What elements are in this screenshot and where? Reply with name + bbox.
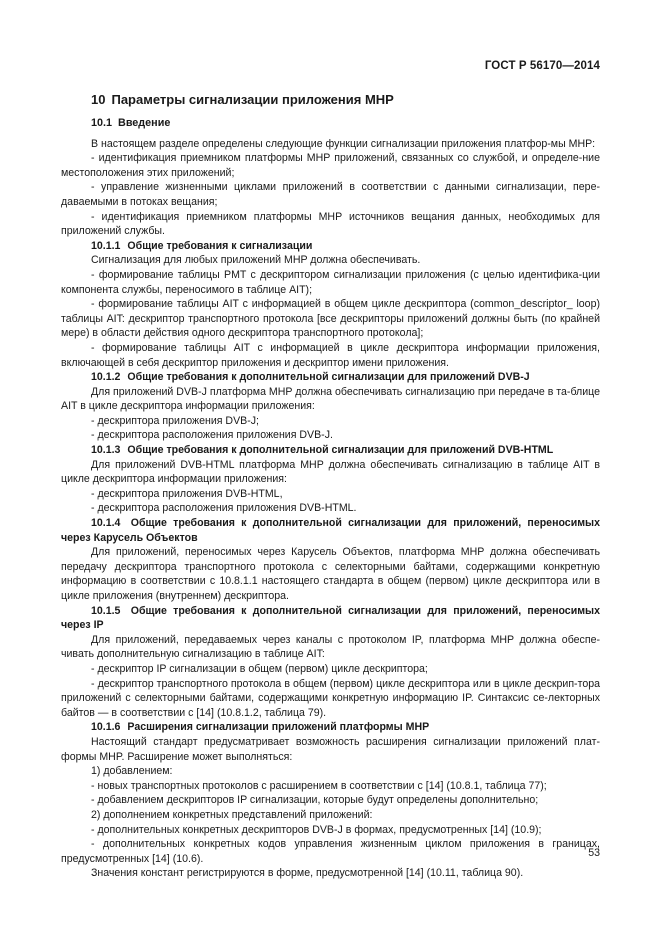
clause-heading-10-1-6 bbox=[61, 720, 600, 735]
list-item: - дескриптора приложения DVB-HTML, bbox=[91, 487, 283, 500]
list-item: - добавлением дескрипторов IP сигнализации, которые будут определены дополнительно; bbox=[91, 794, 539, 807]
list-item: - дескриптора приложения DVB-J; bbox=[91, 414, 259, 427]
clause-heading-10-1-2 bbox=[61, 370, 600, 385]
page-content bbox=[61, 92, 600, 881]
clause-number: 10.1.3 bbox=[91, 444, 121, 457]
paragraph: Для приложений DVB-J платформа MHP должна обеспечивать сигнализацию при передаче в та-блице AIT в цикле дескриптора информации приложения: bbox=[61, 385, 600, 413]
clause-number: 10.1.4 bbox=[91, 517, 121, 530]
list-item: 2) дополнением конкретных представлений приложений: bbox=[91, 808, 373, 821]
page-number: 53 bbox=[588, 847, 600, 859]
clause-heading-10-1-4 bbox=[61, 516, 600, 545]
list-item: - новых транспортных протоколов с расширением в соответствии с [14] (10.8.1, таблица 77); bbox=[91, 779, 547, 792]
list-item: 1) добавлением: bbox=[91, 765, 173, 778]
intro-list-item: - идентификация приемником платформы MHP источников вещания данных, необходимых для приложений службы. bbox=[61, 210, 600, 238]
clause-heading-10-1-3 bbox=[61, 443, 600, 458]
clause-heading-10-1-1 bbox=[61, 239, 600, 254]
clause-number: 10.1.1 bbox=[91, 239, 121, 252]
paragraph: Для приложений, переносимых через Карусель Объектов, платформа MHP должна обеспечивать передачу дескриптора транспортного протокола с селекторными байтами, содержащими конкретную информацию в соответствии с 10.8.1.1 настоящего стандарта в общем (первом) цикле дескриптора или в цикле приложения (внутреннем) дескриптора. bbox=[61, 546, 600, 602]
paragraph: Сигнализация для любых приложений MHP должна обеспечивать. bbox=[91, 254, 421, 267]
clause-title: Общие требования к дополнительной сигнализации для приложений, переносимых через Карусель Объектов bbox=[61, 517, 600, 544]
clause-title: Расширения сигнализации приложений платформы MHP bbox=[127, 721, 430, 734]
document-id: ГОСТ Р 56170—2014 bbox=[484, 60, 600, 72]
clause-title: Общие требования к сигнализации bbox=[127, 239, 313, 252]
clause-title: Общие требования к дополнительной сигнализации для приложений, переносимых через IP bbox=[61, 604, 600, 632]
section-title-text: Параметры сигнализации приложения MHP bbox=[111, 92, 394, 107]
list-item: - дополнительных конкретных кодов управления жизненным циклом приложения в границах, предусмотренных [14] (10.6). bbox=[61, 838, 600, 865]
clause-number: 10.1.6 bbox=[91, 721, 121, 734]
section-title bbox=[91, 92, 600, 108]
list-item: - формирование таблицы AIT с информацией в общем цикле дескриптора (common_descriptor_ loop) таблицы AIT: дескриптор транспортного протокола [все дескрипторы приложений должны быть (по крайней мере) в области действия одного дескриптора транспортного протокола]; bbox=[61, 298, 600, 340]
list-item: - дополнительных конкретных дескрипторов DVB-J в формах, предусмотренных [14] (10.9); bbox=[91, 823, 542, 836]
paragraph: Настоящий стандарт предусматривает возможность расширения сигнализации приложений плат-формы MHP. Расширение может выполняться: bbox=[61, 735, 600, 763]
paragraph: Для приложений, передаваемых через каналы с протоколом IP, платформа MHP должна обеспе-чивать дополнительную сигнализацию в таблице AIT: bbox=[61, 633, 600, 661]
list-item: - дескриптор IP сигнализации в общем (первом) цикле дескриптора; bbox=[91, 662, 428, 675]
intro-list-item: - управление жизненными циклами приложений в соответствии с данными сигнализации, пере-даваемыми в потоках вещания; bbox=[61, 181, 600, 208]
paragraph: Для приложений DVB-HTML платформа MHP должна обеспечивать сигнализацию в таблице AIT в цикле дескриптора информации приложения: bbox=[61, 458, 600, 486]
clause-title: Общие требования к дополнительной сигнализации для приложений DVB-HTML bbox=[127, 444, 554, 457]
subsection-title-text: Введение bbox=[118, 117, 171, 129]
intro-list-item: - идентификация приемником платформы MHP приложений, связанных со службой, и определе-ние местоположения этих приложений; bbox=[61, 152, 600, 179]
subsection-title bbox=[91, 116, 600, 131]
list-item: - формирование таблицы PMT с дескриптором сигнализации приложения (с целью идентифика-ции компонента службы, переносимого в таблице AIT); bbox=[61, 268, 600, 296]
list-item: - дескриптора расположения приложения DVB-J. bbox=[91, 429, 333, 442]
paragraph: Значения констант регистрируются в форме, предусмотренной [14] (10.11, таблица 90). bbox=[91, 867, 524, 880]
intro-paragraph: В настоящем разделе определены следующие функции сигнализации приложения платфор-мы MHP: bbox=[91, 137, 596, 150]
clause-title: Общие требования к дополнительной сигнализации для приложений DVB-J bbox=[127, 371, 530, 384]
section-number: 10 bbox=[91, 92, 106, 107]
clause-number: 10.1.5 bbox=[91, 604, 121, 617]
list-item: - дескриптор транспортного протокола в общем (первом) цикле дескриптора или в цикле дескрип-тора приложений с селекторными байтами, содержащими конкретную информацию IP. Синтаксис се-лекторных байтов — в соответствии с [14] (10.8.1.2, таблица 79). bbox=[61, 677, 600, 719]
subsection-number: 10.1 bbox=[91, 117, 113, 129]
list-item: - дескриптора расположения приложения DVB-HTML. bbox=[91, 502, 357, 515]
clause-heading-10-1-5 bbox=[61, 604, 600, 633]
list-item: - формирование таблицы AIT с информацией в цикле дескриптора информации приложения, включающей в себя дескриптор приложения и дескриптор имени приложения. bbox=[61, 341, 600, 369]
clause-number: 10.1.2 bbox=[91, 371, 121, 384]
